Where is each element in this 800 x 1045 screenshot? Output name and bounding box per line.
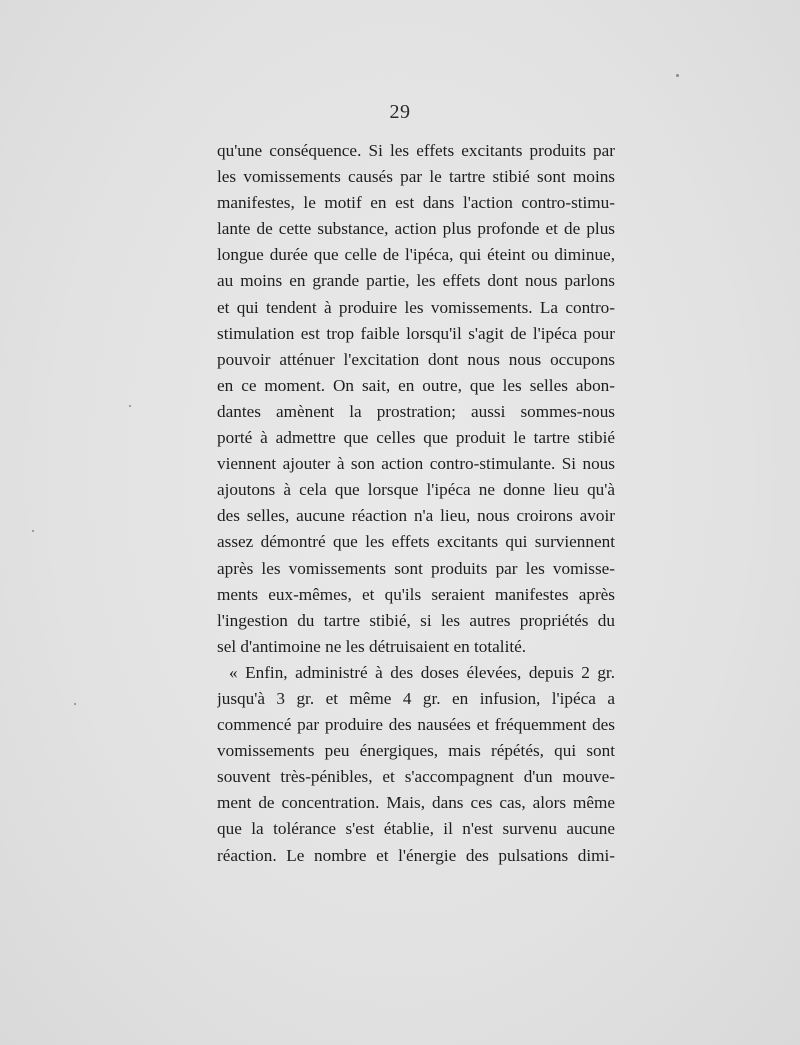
text-line: ments eux-mêmes, et qu'ils seraient manifestes après — [217, 584, 615, 604]
text-line: ajoutons à cela que lorsque l'ipéca ne donne lieu qu'à — [217, 480, 615, 500]
text-line: porté à admettre que celles que produit le tartre stibié — [217, 428, 615, 448]
scan-speck — [32, 530, 34, 532]
text-line: que la tolérance s'est établie, il n'est survenu aucune — [217, 819, 615, 839]
scan-speck — [676, 74, 679, 77]
body-text — [217, 138, 615, 869]
text-line: en ce moment. On sait, en outre, que les selles abon- — [217, 375, 615, 395]
text-line: au moins en grande partie, les effets dont nous parlons — [217, 271, 615, 291]
text-line: commencé par produire des nausées et fréquemment des — [217, 715, 615, 735]
text-line: après les vomissements sont produits par les vomisse- — [217, 558, 615, 578]
text-line: l'ingestion du tartre stibié, si les autres propriétés du — [217, 610, 615, 630]
text-line: qu'une conséquence. Si les effets excitants produits par — [217, 141, 615, 160]
text-line: sel d'antimoine ne les détruisaient en totalité. — [217, 636, 527, 656]
text-line: et qui tendent à produire les vomissements. La contro- — [217, 297, 615, 317]
text-line: dantes amènent la prostration; aussi sommes-nous — [217, 401, 615, 421]
text-line: vomissements peu énergiques, mais répétés, qui sont — [217, 741, 615, 761]
scan-speck — [129, 405, 131, 407]
text-line: longue durée que celle de l'ipéca, qui éteint ou diminue, — [217, 245, 615, 265]
text-line: lante de cette substance, action plus profonde et de plus — [217, 219, 615, 239]
text-line: viennent ajouter à son action contro-stimulante. Si nous — [217, 454, 615, 474]
text-line: ment de concentration. Mais, dans ces cas, alors même — [217, 793, 615, 813]
text-line: assez démontré que les effets excitants qui surviennent — [217, 532, 615, 552]
text-line: stimulation est trop faible lorsqu'il s'agit de l'ipéca pour — [217, 323, 615, 343]
scan-speck — [74, 703, 76, 705]
text-line: « Enfin, administré à des doses élevées, depuis 2 gr. — [229, 662, 615, 682]
text-line: des selles, aucune réaction n'a lieu, nous croirons avoir — [217, 506, 615, 526]
text-line: souvent très-pénibles, et s'accompagnent d'un mouve- — [217, 767, 615, 787]
text-line: pouvoir atténuer l'excitation dont nous nous occupons — [217, 349, 615, 369]
page-number: 29 — [389, 101, 411, 123]
text-line: les vomissements causés par le tartre stibié sont moins — [217, 167, 615, 187]
text-line: réaction. Le nombre et l'énergie des pulsations dimi- — [217, 845, 615, 865]
text-line: manifestes, le motif en est dans l'action contro-stimu- — [217, 193, 615, 213]
text-line: jusqu'à 3 gr. et même 4 gr. en infusion, l'ipéca a — [217, 688, 615, 708]
